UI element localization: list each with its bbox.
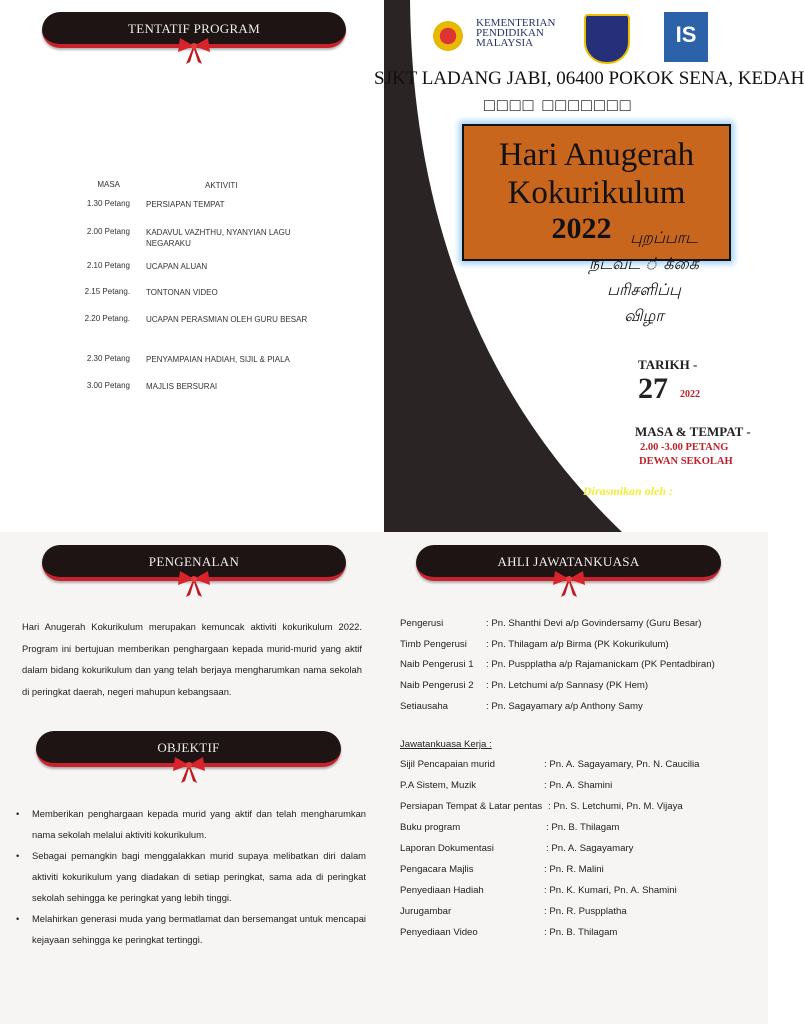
tempat-value: DEWAN SEKOLAH bbox=[639, 456, 733, 467]
objektif-item: • Melahirkan generasi muda yang bermatlamat dan bersemangat untuk mencapai kejayaan sehingga ke peringkat tertinggi. bbox=[12, 908, 366, 950]
tarikh-label: TARIKH - bbox=[638, 357, 698, 372]
ajk-banner bbox=[416, 545, 721, 581]
ribbon-bow-icon bbox=[551, 571, 587, 597]
tentatif-title: TENTATIF PROGRAM bbox=[128, 21, 260, 36]
title-line-2: Kokurikulum bbox=[507, 175, 686, 211]
kerja-title: Jawatankuasa Kerja : bbox=[400, 739, 492, 750]
pengenalan-title: PENGENALAN bbox=[148, 554, 240, 569]
objektif-list bbox=[12, 803, 366, 950]
pengenalan-panel bbox=[0, 532, 384, 1024]
cover-panel bbox=[374, 0, 804, 532]
ribbon-bow-icon bbox=[176, 38, 212, 64]
event-year: 2022 bbox=[680, 389, 700, 400]
school-address: SJKT LADANG JABI, 06400 POKOK SENA, KEDAH bbox=[374, 68, 804, 89]
ministry-logo bbox=[428, 18, 468, 54]
objektif-item: • Sebagai pemangkin bagi menggalakkan murid supaya melibatkan diri dalam aktiviti kokurikulum yang diadakan di setiap peringkat, sama ada di peringkat sekolah sehingga ke peringkat yang lebih tinggi. bbox=[12, 845, 366, 908]
objektif-banner bbox=[36, 731, 341, 767]
ajk-main-list: Pengerusi : Pn. Shanthi Devi a/p Govindersamy (Guru Besar) Timb Pengerusi : Pn. Thilagam a/p Birma (PK Kokurikulum) Naib Pengerusi 1 : Pn. Puspplatha a/p Rajamanickam (PK Pentadbiran) Naib Pengerusi 2 : Pn. Letchumi a/p Sannasy (PK Hem) Setiausaha : Pn. Sagayamary a/p Anthony Samy bbox=[400, 618, 715, 712]
garbled-text: □□□□ □□□□□□□ bbox=[484, 95, 633, 115]
objektif-title: OBJEKTIF bbox=[157, 740, 220, 755]
dirasmikan-label: Dirasmikan oleh : bbox=[583, 484, 674, 498]
is25-logo: IS bbox=[664, 12, 708, 62]
masa-tempat-label: MASA & TEMPAT - bbox=[635, 424, 751, 439]
ministry-name: KEMENTERIAN PENDIDIKAN MALAYSIA bbox=[476, 17, 556, 49]
ribbon-bow-icon bbox=[176, 571, 212, 597]
school-crest-logo bbox=[584, 14, 630, 64]
tentatif-banner bbox=[42, 12, 346, 48]
schedule-table: MASA AKTIVITI 1.30 Petang PERSIAPAN TEMPAT 2.00 Petang KADAVUL VAZHTHU, NYANYIAN LAGU NEGARAKU 2.10 Petang UCAPAN ALUAN 2.15 Petang. TONTONAN VIDEO 2.20 Petang. UCAPAN PERASMIAN OLEH GURU BESAR 2.30 Petang PENYAMPAIAN HADIAH, SIJIL & PIALA 3.00 Petang MAJLIS BERSURAI bbox=[70, 180, 330, 400]
title-line-1: Hari Anugerah bbox=[498, 137, 695, 173]
header-masa: MASA bbox=[97, 180, 120, 189]
objektif-item: • Memberikan penghargaan kepada murid yang aktif dan telah mengharumkan nama sekolah melalui aktiviti kokurikulum. bbox=[12, 803, 366, 845]
title-line-3: 2022 bbox=[551, 212, 612, 245]
tamil-title: புறப்பாட நடவட ் க்கை பரிசளிப்பு விழா bbox=[588, 230, 700, 325]
tentatif-panel bbox=[0, 0, 384, 532]
masa-value: 2.00 -3.00 PETANG bbox=[640, 442, 729, 453]
header-aktiviti: AKTIVITI bbox=[205, 181, 238, 190]
pengenalan-text: Hari Anugerah Kokurikulum merupakan kemuncak aktiviti kokurikulum 2022. Program ini bertujuan memberikan penghargaan kepada murid-murid yang aktif dalam bidang kokurikulum dan yang telah berjaya mengharumkan nama sekolah di peringkat daerah, negeri mahupun kebangsaan. bbox=[22, 621, 362, 697]
kerja-list: Sijil Pencapaian murid : Pn. A. Sagayamary, Pn. N. Caucilia P.A Sistem, Muzik : Pn. A. Shamini Persiapan Tempat & Latar pentas : Pn. S. Letchumi, Pn. M. Vijaya Buku program : Pn. B. Thilagam Laporan Dokumentasi : Pn. A. Sagayamary Pengacara Majlis : Pn. R. Malini Penyediaan Hadiah : Pn. K. Kumari, Pn. A. Shamini Jurugambar : Pn. R. Puspplatha Penyediaan Video : Pn. B. Thilagam bbox=[400, 759, 700, 938]
ajk-title: AHLI JAWATANKUASA bbox=[497, 554, 640, 569]
ajk-panel bbox=[384, 532, 768, 1024]
event-day: 27 bbox=[638, 372, 668, 405]
ribbon-bow-icon bbox=[171, 757, 207, 783]
pengenalan-banner bbox=[42, 545, 346, 581]
